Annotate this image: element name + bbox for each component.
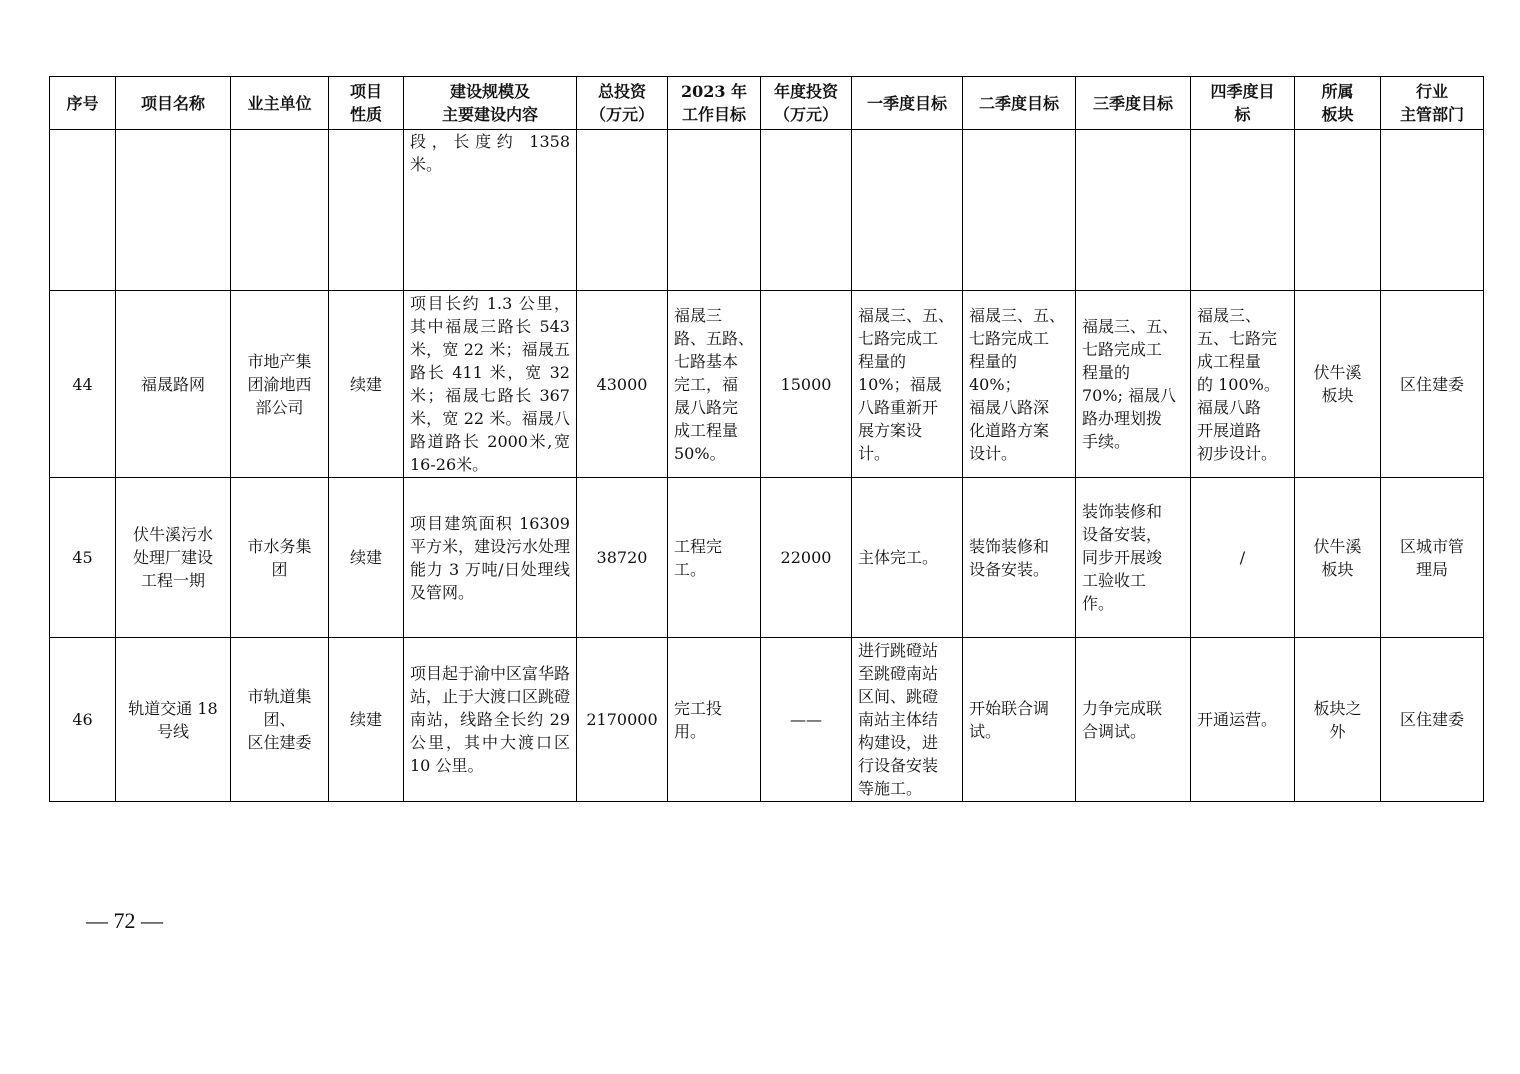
header-cell: 三季度目标 bbox=[1076, 77, 1191, 130]
cell-no bbox=[50, 130, 116, 291]
cell-q3: 力争完成联 合调试。 bbox=[1076, 638, 1191, 802]
cell-goal: 完工投 用。 bbox=[668, 638, 761, 802]
table-row bbox=[50, 478, 1484, 638]
cell-scope: 项目建筑面积 16309 平方米，建设污水处理能力 3 万吨/日处理线及管网。 bbox=[404, 478, 577, 638]
cell-name bbox=[116, 130, 231, 291]
cell-total: 43000 bbox=[577, 291, 668, 478]
cell-type: 续建 bbox=[329, 478, 404, 638]
header-cell: 总投资 （万元） bbox=[577, 77, 668, 130]
cell-owner: 市轨道集 团、 区住建委 bbox=[231, 638, 329, 802]
cell-sector: 伏牛溪 板块 bbox=[1295, 478, 1381, 638]
cell-q2 bbox=[963, 130, 1076, 291]
cell-q4 bbox=[1191, 130, 1295, 291]
cell-no: 46 bbox=[50, 638, 116, 802]
header-cell: 四季度目 标 bbox=[1191, 77, 1295, 130]
cell-type: 续建 bbox=[329, 638, 404, 802]
cell-owner: 市地产集 团渝地西 部公司 bbox=[231, 291, 329, 478]
cell-q3: 福晟三、五、 七路完成工 程量的 70%; 福晟八 路办理划拨 手续。 bbox=[1076, 291, 1191, 478]
cell-sector: 板块之 外 bbox=[1295, 638, 1381, 802]
cell-annual: 15000 bbox=[761, 291, 852, 478]
header-cell: 所属 板块 bbox=[1295, 77, 1381, 130]
cell-no: 44 bbox=[50, 291, 116, 478]
cell-q1 bbox=[852, 130, 963, 291]
cell-dept: 区住建委 bbox=[1381, 291, 1484, 478]
cell-q4: 开通运营。 bbox=[1191, 638, 1295, 802]
page-number: — 72 — bbox=[86, 908, 163, 933]
cell-dept: 区城市管 理局 bbox=[1381, 478, 1484, 638]
header-cell: 2023 年 工作目标 bbox=[668, 77, 761, 130]
header-cell: 年度投资 （万元） bbox=[761, 77, 852, 130]
cell-goal bbox=[668, 130, 761, 291]
cell-q2: 开始联合调 试。 bbox=[963, 638, 1076, 802]
cell-name: 伏牛溪污水 处理厂建设 工程一期 bbox=[116, 478, 231, 638]
cell-q4: 福晟三、 五、七路完 成工程量 的 100%。 福晟八路 开展道路 初步设计。 bbox=[1191, 291, 1295, 478]
cell-q1: 进行跳磴站 至跳磴南站 区间、跳磴 南站主体结 构建设，进 行设备安装 等施工。 bbox=[852, 638, 963, 802]
cell-q3: 装饰装修和 设备安装， 同步开展竣 工验收工 作。 bbox=[1076, 478, 1191, 638]
cell-annual: 22000 bbox=[761, 478, 852, 638]
cell-total bbox=[577, 130, 668, 291]
cell-owner bbox=[231, 130, 329, 291]
table-row bbox=[50, 638, 1484, 802]
cell-annual bbox=[761, 130, 852, 291]
cell-q4: / bbox=[1191, 478, 1295, 638]
cell-total: 38720 bbox=[577, 478, 668, 638]
header-cell: 项目名称 bbox=[116, 77, 231, 130]
header-cell: 项目 性质 bbox=[329, 77, 404, 130]
cell-scope: 项目长约 1.3 公里，其中福晟三路长 543 米，宽 22 米；福晟五路长 411 米，宽 32 米；福晟七路长 367 米，宽 22 米。福晟八路道路长 2000米,宽16-26米。 bbox=[404, 291, 577, 478]
cell-type bbox=[329, 130, 404, 291]
cell-sector bbox=[1295, 130, 1381, 291]
header-cell: 一季度目标 bbox=[852, 77, 963, 130]
cell-goal: 福晟三 路、五路、 七路基本 完工，福 晟八路完 成工程量 50%。 bbox=[668, 291, 761, 478]
cell-scope: 项目起于渝中区富华路站，止于大渡口区跳磴南站，线路全长约 29 公里，其中大渡口区 10 公里。 bbox=[404, 638, 577, 802]
cell-scope: 段，长度约 1358 米。 bbox=[404, 130, 577, 291]
cell-dept bbox=[1381, 130, 1484, 291]
cell-sector: 伏牛溪 板块 bbox=[1295, 291, 1381, 478]
table-row bbox=[50, 291, 1484, 478]
cell-q2: 装饰装修和 设备安装。 bbox=[963, 478, 1076, 638]
cell-goal: 工程完 工。 bbox=[668, 478, 761, 638]
cell-q1: 福晟三、五、 七路完成工 程量的 10%；福晟 八路重新开 展方案设 计。 bbox=[852, 291, 963, 478]
header-cell: 业主单位 bbox=[231, 77, 329, 130]
table-row bbox=[50, 130, 1484, 291]
cell-q3 bbox=[1076, 130, 1191, 291]
cell-dept: 区住建委 bbox=[1381, 638, 1484, 802]
project-table bbox=[49, 76, 1484, 802]
header-row bbox=[50, 77, 1484, 130]
cell-name: 福晟路网 bbox=[116, 291, 231, 478]
cell-type: 续建 bbox=[329, 291, 404, 478]
header-cell: 序号 bbox=[50, 77, 116, 130]
cell-annual: —— bbox=[761, 638, 852, 802]
cell-q1: 主体完工。 bbox=[852, 478, 963, 638]
cell-owner: 市水务集 团 bbox=[231, 478, 329, 638]
header-cell: 建设规模及 主要建设内容 bbox=[404, 77, 577, 130]
cell-name: 轨道交通 18 号线 bbox=[116, 638, 231, 802]
header-cell: 行业 主管部门 bbox=[1381, 77, 1484, 130]
cell-no: 45 bbox=[50, 478, 116, 638]
header-cell: 二季度目标 bbox=[963, 77, 1076, 130]
cell-total: 2170000 bbox=[577, 638, 668, 802]
cell-q2: 福晟三、五、 七路完成工 程量的 40%； 福晟八路深 化道路方案 设计。 bbox=[963, 291, 1076, 478]
